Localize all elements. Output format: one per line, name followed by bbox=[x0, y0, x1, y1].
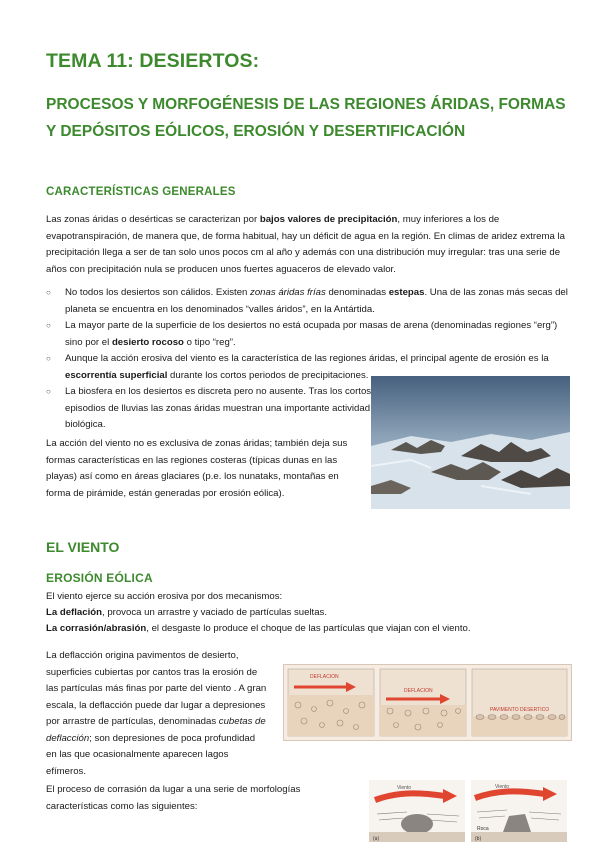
subheading-erosion-eolica: EROSIÓN EÓLICA bbox=[46, 571, 153, 585]
list-item: ○ No todos los desiertos son cálidos. Existen zonas áridas frías denominadas estepas. Una de las zonas más secas del planeta se encuentra en los denominados “valles áridos”, en la Antártida. bbox=[46, 287, 568, 315]
deflation-label-3: PAVIMENTO DESERTICO bbox=[490, 707, 550, 713]
corrasion-diagram bbox=[367, 778, 570, 844]
closing-paragraph: La acción del viento no es exclusiva de zonas áridas; también deja sus formas características en las regiones costeras (típicas dunas en las playas) así como en áreas glaciares (p.e. los nunataks, montañas en forma de pirámide, están generadas por erosión eólica). bbox=[46, 438, 348, 499]
antarctica-photo bbox=[371, 376, 570, 509]
intro-paragraph: Las zonas áridas o desérticas se caracterizan por bajos valores de precipitación, muy inferiores a los de evapotranspiración, de manera que, de forma habitual, hay un déficit de agua en la región. En climas de aridez extrema la precipitación llega a ser de tan solo unos pocos cm al año y además con una distribución muy irregular: tras una serie de años con precipitación nula se producen unos fuertes aguaceros de elevado valor. bbox=[46, 214, 565, 275]
section-heading-viento: EL VIENTO bbox=[46, 539, 120, 555]
corrasion-definition: La corrasión/abrasión, el desgaste lo produce el choque de las partículas que viajan con el viento. bbox=[46, 623, 471, 634]
list-item: ○ Aunque la acción erosiva del viento es la característica de las regiones áridas, el principal agente de erosión es la escorrentía superficial durante los cortos periodos de precipitaciones. bbox=[46, 353, 549, 381]
bullet-icon: ○ bbox=[46, 387, 51, 396]
section-heading-caracteristicas: CARACTERÍSTICAS GENERALES bbox=[46, 186, 236, 198]
corrasion-paragraph: El proceso de corrasión da lugar a una serie de morfologías características como las siguientes: bbox=[46, 784, 301, 812]
deflation-paragraph: La deflacción origina pavimentos de desierto, superficies cubiertas por cantos tras la erosión de las partículas más finas por parte del viento . A gran escala, la deflacción puede dar lugar a depresiones por arrastre de partículas, denominadas cubetas de deflacción; son depresiones de poca profundidad en las que ocasionalmente aparecen lagos efímeros. bbox=[46, 650, 267, 777]
deflation-definition: La deflación, provoca un arrastre y vaciado de partículas sueltas. bbox=[46, 607, 328, 618]
bullet-icon: ○ bbox=[46, 321, 51, 330]
corrasion-label-wind-a: Viento bbox=[397, 785, 412, 791]
list-item: ○ La mayor parte de la superficie de los desiertos no está ocupada por masas de arena (denominadas regiones “erg”) sino por el desierto rocoso o tipo “reg”. bbox=[46, 320, 558, 348]
bullet-icon: ○ bbox=[46, 354, 51, 363]
page-title: TEMA 11: DESIERTOS: bbox=[46, 50, 260, 72]
wind-mechanisms-line: El viento ejerce su acción erosiva por dos mecanismos: bbox=[46, 591, 283, 602]
list-item: ○ La biosfera en los desiertos es discreta pero no ausente. Tras los cortos episodios de lluvias las zonas áridas muestran una importante actividad biológica. bbox=[46, 386, 372, 430]
corrasion-label-b: (b) bbox=[475, 836, 482, 842]
deflation-diagram bbox=[283, 664, 572, 741]
bullet-icon: ○ bbox=[46, 288, 51, 297]
corrasion-label-wind-b: Viento bbox=[495, 784, 510, 790]
page-subtitle: PROCESOS Y MORFOGÉNESIS DE LAS REGIONES ÁRIDAS, FORMAS Y DEPÓSITOS EÓLICOS, EROSIÓN Y DESERTIFICACIÓN bbox=[46, 96, 566, 140]
deflation-label-1: DEFLACION bbox=[310, 674, 339, 680]
corrasion-label-a: (a) bbox=[373, 836, 380, 842]
corrasion-label-rock: Roca bbox=[477, 826, 489, 832]
deflation-label-2: DEFLACION bbox=[404, 688, 433, 694]
